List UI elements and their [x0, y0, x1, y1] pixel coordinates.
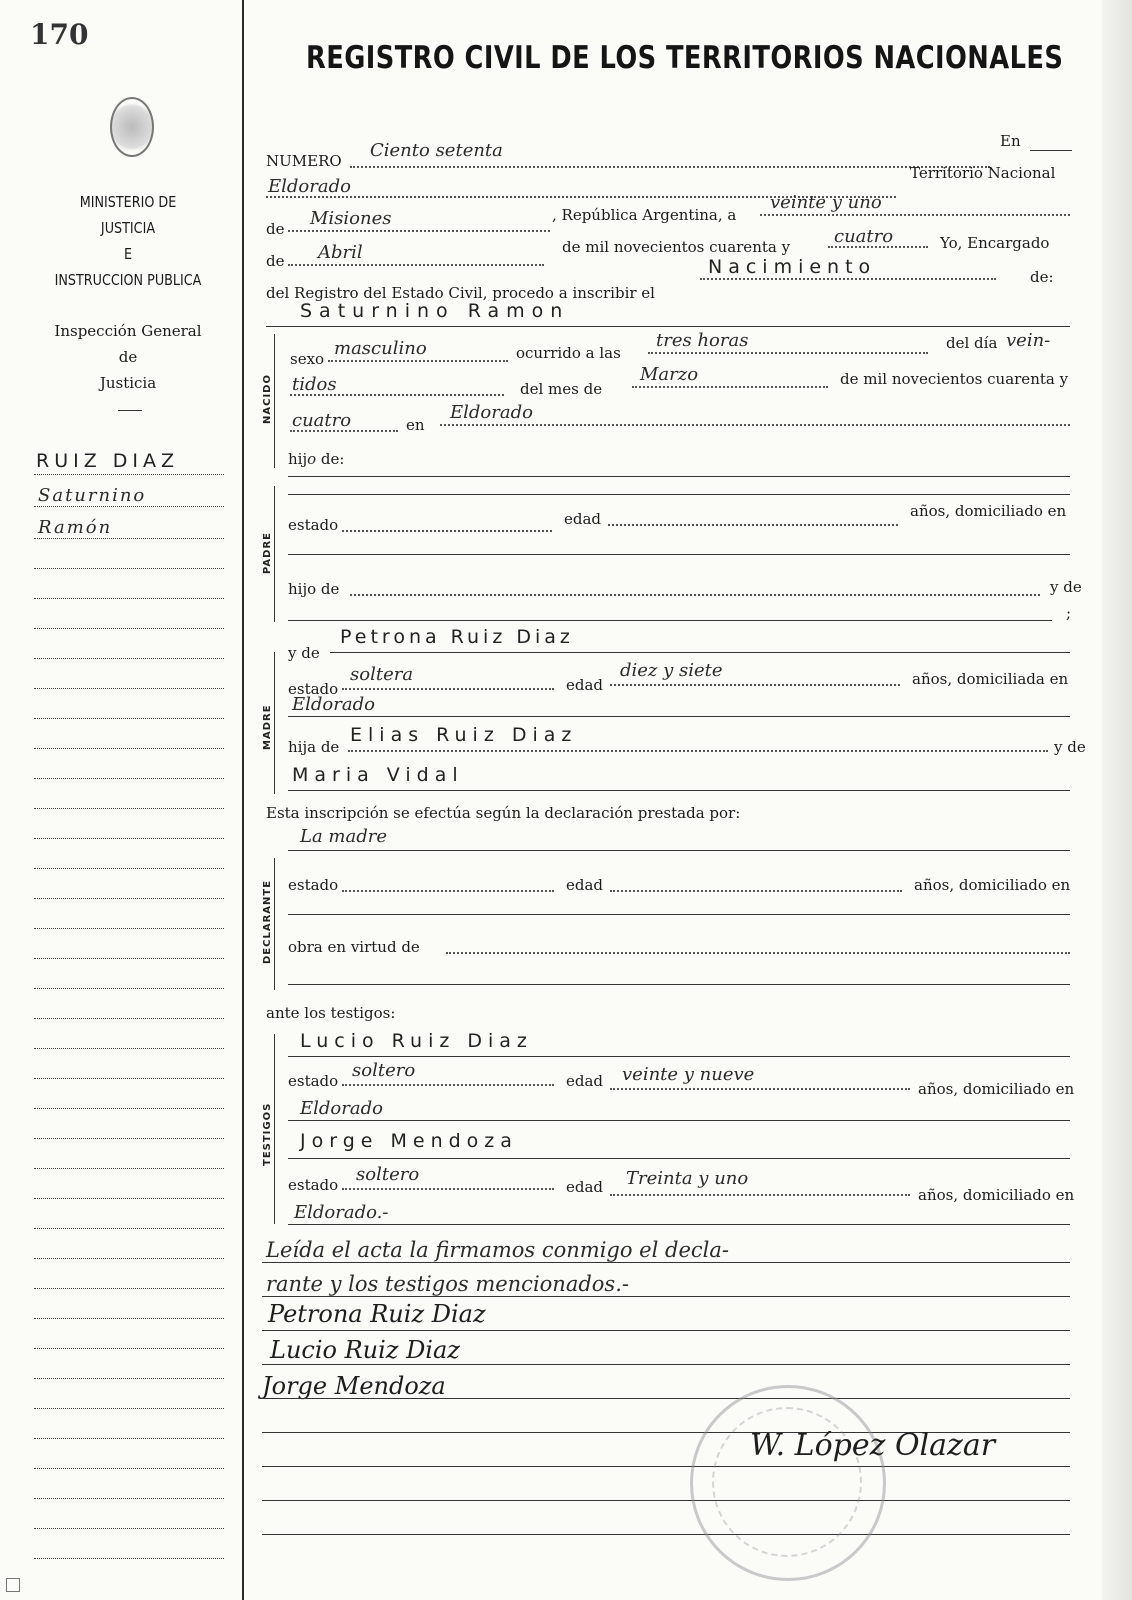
section-bracket — [274, 858, 281, 990]
sidebar-surname: RUIZ DIAZ — [36, 450, 180, 472]
fill-line — [288, 620, 1052, 621]
label-hijo-de-padre: hijo de — [288, 580, 340, 598]
label-anos-padre: años, domiciliado en — [910, 502, 1067, 520]
sidebar-line — [34, 1228, 224, 1229]
sidebar-line — [34, 1288, 224, 1289]
section-label-madre: MADRE — [262, 704, 273, 750]
label-hija-de: hija de — [288, 738, 340, 756]
signature-jorge: Jorge Mendoza — [262, 1372, 446, 1400]
fill-line — [440, 424, 1070, 426]
ministry-line-3: INSTRUCCION PUBLICA — [54, 271, 202, 289]
fill-line — [648, 352, 928, 354]
fill-line — [632, 386, 828, 388]
label-del-registro: del Registro del Estado Civil, procedo a inscribir el — [266, 284, 655, 302]
sidebar-line — [34, 1408, 224, 1409]
closing-line-2: rante y los testigos mencionados.- — [266, 1272, 629, 1296]
fill-line — [262, 1296, 1070, 1297]
sidebar-line — [34, 1048, 224, 1049]
fill-line — [1030, 150, 1072, 151]
value-acto: Nacimiento — [708, 256, 877, 278]
value-numero: Ciento setenta — [370, 140, 503, 161]
sidebar-line — [34, 598, 224, 599]
value-madre-madre: Maria Vidal — [292, 764, 464, 786]
sidebar-line — [34, 658, 224, 659]
value-testigo2: Jorge Mendoza — [300, 1130, 518, 1152]
fill-line — [262, 1500, 1070, 1501]
label-edad-madre: edad — [566, 676, 604, 694]
sidebar-line — [34, 1498, 224, 1499]
inspection-line-3: Justicia — [99, 374, 157, 392]
sidebar-given-name-2: Ramón — [38, 517, 113, 538]
sidebar-line — [34, 474, 224, 475]
sidebar-line — [34, 1348, 224, 1349]
label-de-colon: de: — [1030, 268, 1054, 286]
label-hijo-de — [288, 450, 344, 468]
fill-line — [262, 1534, 1070, 1535]
label-anos-testigo1: años, domiciliado en — [918, 1080, 1075, 1098]
sidebar-line — [34, 808, 224, 809]
label-ante-testigos: ante los testigos: — [266, 1004, 396, 1022]
label-de-2: de — [266, 252, 285, 270]
label-estado-madre: estado — [288, 680, 339, 698]
fill-line — [262, 1262, 1070, 1263]
fill-line — [290, 394, 504, 396]
fill-line — [610, 1194, 910, 1196]
label-del-mes: del mes de — [520, 380, 603, 398]
sidebar-line — [34, 506, 224, 507]
fill-line — [350, 166, 990, 168]
fill-line — [288, 790, 1070, 791]
scanner-mark-icon — [6, 1578, 20, 1595]
ministry-line-2: E — [123, 245, 133, 263]
label-republica: , República Argentina, a — [552, 206, 737, 224]
label-estado-testigo1: estado — [288, 1072, 339, 1090]
label-edad-declarante: edad — [566, 876, 604, 894]
sidebar-line — [34, 778, 224, 779]
value-mes: Abril — [318, 242, 363, 263]
sidebar-line — [34, 928, 224, 929]
sidebar-line — [34, 1198, 224, 1199]
fill-line — [350, 594, 1040, 596]
label-y-de-madre-2: y de — [1054, 738, 1086, 756]
signature-petrona: Petrona Ruiz Diaz — [268, 1300, 486, 1328]
label-estado-declarante: estado — [288, 876, 339, 894]
scan-edge-shadow — [1102, 0, 1132, 1600]
label-estado-testigo2: estado — [288, 1176, 339, 1194]
fill-line — [342, 890, 554, 892]
fill-line — [262, 1466, 1070, 1467]
label-anos-declarante: años, domiciliado en — [914, 876, 1071, 894]
value-anio-nac: cuatro — [292, 410, 352, 431]
fill-line — [700, 278, 996, 280]
label-yo-encargado: Yo, Encargado — [940, 234, 1050, 252]
label-ocurrido: ocurrido a las — [516, 344, 621, 362]
fill-line — [288, 1056, 1070, 1057]
label-declaracion: Esta inscripción se efectúa según la declaración prestada por: — [266, 804, 741, 822]
label-anos-madre: años, domiciliada en — [912, 670, 1069, 688]
fill-line — [342, 530, 552, 532]
fill-line — [828, 246, 928, 248]
fill-line — [342, 1084, 554, 1086]
closing-line-1: Leída el acta la firmamos conmigo el decla- — [266, 1238, 729, 1262]
fill-line — [288, 716, 1070, 717]
label-edad-padre: edad — [564, 510, 602, 528]
sidebar-line — [34, 1108, 224, 1109]
folio-number: 170 — [30, 18, 89, 51]
sidebar-line — [34, 1528, 224, 1529]
sidebar-line — [34, 1468, 224, 1469]
value-madre-padre: Elias Ruiz Diaz — [350, 724, 578, 746]
sidebar-line — [34, 1438, 224, 1439]
label-del-dia: del día — [946, 334, 998, 352]
fill-line — [608, 524, 898, 526]
label-de-mil: de mil novecientos cuarenta y — [562, 238, 791, 256]
fill-line — [760, 214, 1070, 216]
fill-line — [288, 1224, 1070, 1225]
label-estado-padre: estado — [288, 516, 339, 534]
value-provincia: Misiones — [310, 208, 392, 229]
section-label-padre: PADRE — [262, 532, 273, 574]
value-dia: veinte y uno — [770, 192, 882, 213]
label-anos-testigo2: años, domiciliado en — [918, 1186, 1075, 1204]
value-anio: cuatro — [834, 226, 894, 247]
fill-line — [610, 684, 900, 686]
value-testigo2-edad: Treinta y uno — [626, 1168, 749, 1189]
sidebar-given-name-1: Saturnino — [38, 485, 147, 506]
label-y-de-padre: y de — [1050, 578, 1082, 596]
value-testigo2-estado: soltero — [356, 1164, 420, 1185]
section-label-nacido: NACIDO — [262, 374, 273, 424]
sidebar-line — [34, 1138, 224, 1139]
fill-line — [288, 1158, 1070, 1159]
sidebar-line — [34, 868, 224, 869]
signature-lucio: Lucio Ruiz Diaz — [270, 1336, 460, 1364]
value-lugar-nac: Eldorado — [450, 402, 533, 423]
inspection-line-2: de — [118, 348, 138, 366]
label-en-lugar: en — [406, 416, 425, 434]
signature-official: W. López Olazar — [750, 1428, 996, 1463]
fill-line — [288, 476, 1070, 477]
section-bracket — [274, 334, 281, 468]
national-seal-icon — [110, 97, 154, 157]
label-hijo-prefix: hij — [288, 450, 308, 468]
value-madre-nombre: Petrona Ruiz Diaz — [340, 626, 574, 648]
sidebar-line — [34, 1318, 224, 1319]
label-hijo-suffix: de: — [320, 450, 345, 468]
fill-line — [288, 914, 1070, 915]
fill-line — [610, 890, 902, 892]
label-obra-virtud: obra en virtud de — [288, 938, 420, 956]
value-testigo1-domicilio: Eldorado — [300, 1098, 383, 1119]
sidebar-line — [34, 838, 224, 839]
label-semicolon: ; — [1066, 604, 1072, 622]
fill-line — [290, 430, 398, 432]
sidebar-line — [34, 988, 224, 989]
value-hijo-sufijo: o — [307, 450, 317, 468]
section-bracket — [274, 1034, 281, 1224]
value-dia-nac-1: vein- — [1006, 330, 1051, 351]
value-madre-domicilio: Eldorado — [292, 694, 375, 715]
value-testigo1-estado: soltero — [352, 1060, 416, 1081]
section-bracket — [274, 486, 281, 622]
fill-line — [330, 652, 1070, 653]
sidebar-line — [34, 568, 224, 569]
label-numero: NUMERO — [266, 152, 342, 170]
scanner-logo-icon — [6, 1578, 20, 1592]
sidebar-dash — [118, 410, 142, 411]
sidebar-line — [34, 1378, 224, 1379]
sidebar-line — [34, 1558, 224, 1559]
value-sexo: masculino — [334, 338, 427, 359]
label-edad-testigo1: edad — [566, 1072, 604, 1090]
fill-line — [262, 1364, 1070, 1365]
value-testigo1-edad: veinte y nueve — [622, 1064, 755, 1085]
sidebar-line — [34, 628, 224, 629]
sidebar-line — [34, 1018, 224, 1019]
section-bracket — [274, 652, 281, 794]
fill-line — [288, 230, 550, 232]
label-territorio: Territorio Nacional — [910, 164, 1056, 182]
value-madre-estado: soltera — [350, 664, 414, 685]
label-en: En — [1000, 132, 1021, 150]
fill-line — [288, 984, 1070, 985]
label-edad-testigo2: edad — [566, 1178, 604, 1196]
fill-line — [262, 1330, 1070, 1331]
fill-line — [288, 1120, 1070, 1121]
sidebar-line — [34, 748, 224, 749]
sidebar-line — [34, 718, 224, 719]
fill-line — [446, 952, 1070, 954]
value-testigo2-domicilio: Eldorado.- — [294, 1202, 389, 1223]
sidebar-line — [34, 688, 224, 689]
section-label-testigos: TESTIGOS — [262, 1102, 273, 1166]
fill-line — [288, 264, 544, 266]
value-nombre: Saturnino Ramon — [300, 300, 570, 322]
label-de-mil-cuarenta: de mil novecientos cuarenta y — [840, 370, 1069, 388]
value-madre-edad: diez y siete — [620, 660, 723, 681]
ministry-line-1: MINISTERIO DE JUSTICIA — [79, 193, 177, 237]
fill-line — [348, 750, 1048, 752]
sidebar-line — [34, 1078, 224, 1079]
inspection-heading — [40, 318, 216, 396]
label-sexo: sexo — [290, 350, 325, 368]
fill-line — [288, 850, 1070, 851]
fill-line — [342, 688, 554, 690]
sidebar-line — [34, 898, 224, 899]
label-y-de-madre: y de — [288, 644, 320, 662]
value-dia-nac-2: tidos — [292, 374, 337, 395]
margin-rule — [242, 0, 244, 1600]
inspection-line-1: Inspección General — [54, 322, 202, 340]
fill-line — [342, 1188, 554, 1190]
fill-line — [266, 326, 1070, 327]
ministry-heading — [53, 189, 203, 293]
fill-line — [328, 360, 508, 362]
sidebar-line — [34, 538, 224, 539]
section-label-declarante: DECLARANTE — [262, 879, 273, 964]
fill-line — [288, 494, 1070, 495]
fill-line — [288, 554, 1070, 555]
value-mes-nac: Marzo — [640, 364, 699, 385]
sidebar-line — [34, 1168, 224, 1169]
value-hora: tres horas — [656, 330, 749, 351]
sidebar-line — [34, 1258, 224, 1259]
fill-line — [262, 1398, 1070, 1399]
value-declarante: La madre — [300, 826, 387, 847]
value-territorio: Eldorado — [268, 176, 351, 197]
page-title: REGISTRO CIVIL DE LOS TERRITORIOS NACIONALES — [306, 40, 1064, 76]
sidebar-line — [34, 958, 224, 959]
fill-line — [610, 1088, 910, 1090]
value-testigo1: Lucio Ruiz Diaz — [300, 1030, 533, 1052]
label-de-1: de — [266, 220, 285, 238]
